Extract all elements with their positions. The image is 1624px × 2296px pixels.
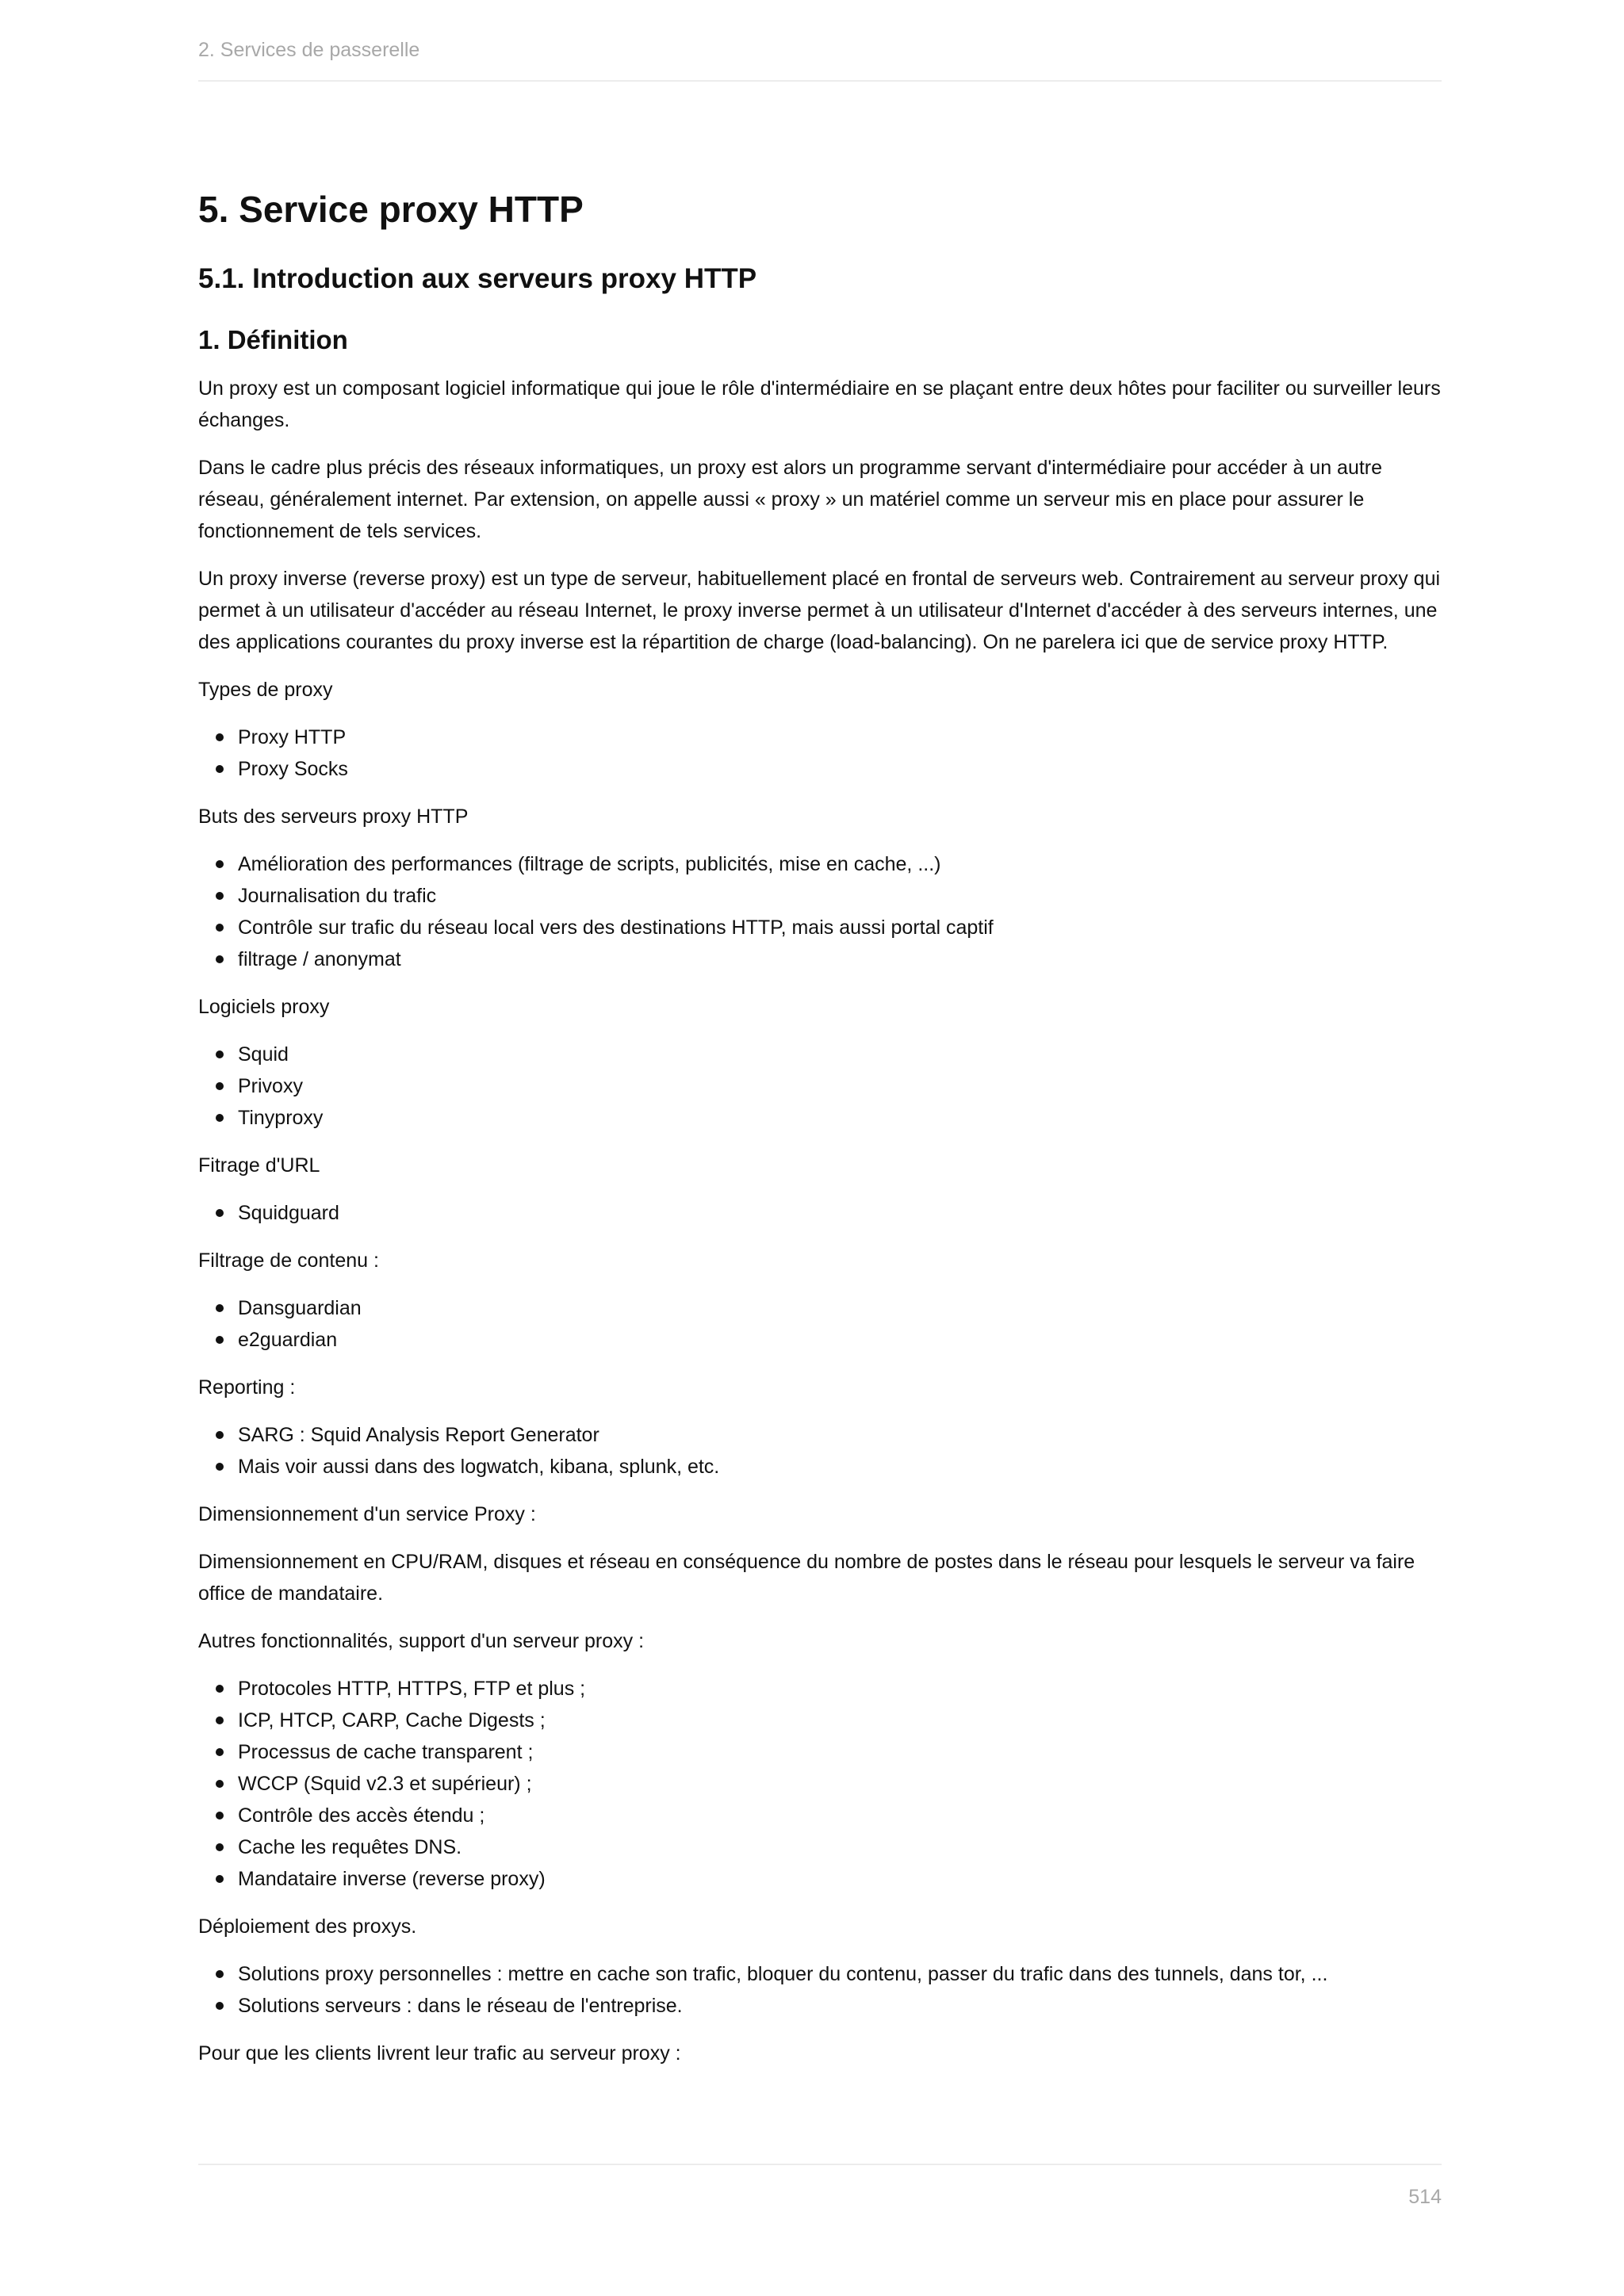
list-item-text: Journalisation du trafic [238, 885, 437, 907]
bullet-icon [216, 733, 224, 741]
sizing-text: Dimensionnement en CPU/RAM, disques et réseau en conséquence du nombre de postes dans le réseau pour lesquels le serveur va faire office de mandataire. [198, 1551, 1415, 1605]
bullet-icon [216, 1716, 224, 1724]
bullet-icon [216, 1843, 224, 1851]
software-list [198, 1039, 1442, 1134]
list-item-text: filtrage / anonymat [238, 948, 401, 970]
list-item [238, 721, 1442, 753]
list-item-text: WCCP (Squid v2.3 et supérieur) ; [238, 1773, 532, 1795]
bullet-icon [216, 1050, 224, 1058]
list-item-text: Solutions proxy personnelles : mettre en cache son trafic, bloquer du contenu, passer du trafic dans des tunnels, dans tor, ... [238, 1963, 1328, 1985]
bullet-icon [216, 1304, 224, 1312]
deployment-list [198, 1958, 1442, 2022]
list-item-text: Contrôle sur trafic du réseau local vers des destinations HTTP, mais aussi portal captif [238, 916, 994, 939]
list-item [238, 1958, 1442, 1990]
bullet-icon [216, 1209, 224, 1217]
paragraph-network-context: Dans le cadre plus précis des réseaux informatiques, un proxy est alors un programme servant d'intermédiaire pour accéder à un autre réseau, généralement internet. Par extension, on appelle aussi « proxy » un matériel comme un serveur mis en place pour assurer le fonctionnement de tels services. [198, 457, 1383, 542]
list-item [238, 1673, 1442, 1705]
list-item [238, 1102, 1442, 1134]
list-item [238, 848, 1442, 880]
bullet-icon [216, 924, 224, 932]
list-item-text: Proxy Socks [238, 758, 348, 780]
page-footer [198, 2164, 1442, 2227]
list-item-text: SARG : Squid Analysis Report Generator [238, 1424, 599, 1446]
list-item [238, 1863, 1442, 1895]
bullet-icon [216, 1336, 224, 1344]
list-item-text: Contrôle des accès étendu ; [238, 1804, 485, 1827]
list-item [238, 1039, 1442, 1070]
bullet-icon [216, 1970, 224, 1978]
reporting-label: Reporting : [198, 1376, 296, 1399]
list-item-text: Privoxy [238, 1075, 303, 1097]
bullet-icon [216, 892, 224, 900]
closing-text: Pour que les clients livrent leur trafic au serveur proxy : [198, 2042, 681, 2064]
list-item [238, 1070, 1442, 1102]
bullet-icon [216, 1748, 224, 1756]
list-item-text: Protocoles HTTP, HTTPS, FTP et plus ; [238, 1678, 586, 1700]
list-item-text: Proxy HTTP [238, 726, 347, 748]
list-item-text: Dansguardian [238, 1297, 362, 1319]
page-number: 514 [1408, 2186, 1442, 2208]
list-item-text: Amélioration des performances (filtrage de scripts, publicités, mise en cache, ...) [238, 853, 941, 875]
chapter-title: 5. Service proxy HTTP [198, 189, 584, 230]
running-title: 2. Services de passerelle [198, 39, 420, 61]
bullet-icon [216, 1463, 224, 1471]
bullet-icon [216, 1114, 224, 1122]
list-item-text: Tinyproxy [238, 1107, 324, 1129]
list-item [238, 943, 1442, 975]
list-item [238, 1831, 1442, 1863]
content-filter-label: Filtrage de contenu : [198, 1249, 379, 1272]
bullet-icon [216, 1875, 224, 1883]
list-item [238, 1990, 1442, 2022]
goals-list [198, 848, 1442, 975]
content-filter-list [198, 1292, 1442, 1356]
list-item [238, 1800, 1442, 1831]
list-item-text: Processus de cache transparent ; [238, 1741, 534, 1763]
bullet-icon [216, 765, 224, 773]
document-body [198, 187, 1442, 2085]
list-item [238, 880, 1442, 912]
list-item [238, 1197, 1442, 1229]
bullet-icon [216, 1431, 224, 1439]
subsection-title: 1. Définition [198, 325, 348, 354]
list-item [238, 1292, 1442, 1324]
bullet-icon [216, 1812, 224, 1820]
sizing-label: Dimensionnement d'un service Proxy : [198, 1503, 536, 1525]
paragraph-proxy-definition: Un proxy est un composant logiciel informatique qui joue le rôle d'intermédiaire en se plaçant entre deux hôtes pour faciliter ou surveiller leurs échanges. [198, 377, 1441, 431]
bullet-icon [216, 2002, 224, 2010]
url-filter-list [198, 1197, 1442, 1229]
list-item-text: e2guardian [238, 1329, 338, 1351]
goals-label: Buts des serveurs proxy HTTP [198, 806, 469, 828]
paragraph-reverse-proxy: Un proxy inverse (reverse proxy) est un type de serveur, habituellement placé en frontal de serveurs web. Contrairement au serveur proxy qui permet à un utilisateur d'accéder au réseau Internet, le proxy inverse permet à un utilisateur d'Internet d'accéder à des serveurs internes, une des applications courantes du proxy inverse est la répartition de charge (load-balancing). On ne parelera ici que de service proxy HTTP. [198, 568, 1441, 653]
features-list [198, 1673, 1442, 1895]
types-list [198, 721, 1442, 785]
list-item [238, 753, 1442, 785]
list-item-text: Cache les requêtes DNS. [238, 1836, 462, 1858]
list-item-text: Squidguard [238, 1202, 339, 1224]
bullet-icon [216, 1082, 224, 1090]
features-label: Autres fonctionnalités, support d'un serveur proxy : [198, 1630, 645, 1652]
section-title: 5.1. Introduction aux serveurs proxy HTTP [198, 263, 757, 294]
bullet-icon [216, 1780, 224, 1788]
types-label: Types de proxy [198, 679, 333, 701]
bullet-icon [216, 860, 224, 868]
reporting-list [198, 1419, 1442, 1483]
bullet-icon [216, 1685, 224, 1693]
list-item [238, 912, 1442, 943]
list-item [238, 1736, 1442, 1768]
page-header [198, 36, 1442, 82]
bullet-icon [216, 955, 224, 963]
list-item [238, 1705, 1442, 1736]
list-item-text: ICP, HTCP, CARP, Cache Digests ; [238, 1709, 546, 1732]
software-label: Logiciels proxy [198, 996, 330, 1018]
list-item [238, 1768, 1442, 1800]
list-item-text: Solutions serveurs : dans le réseau de l'entreprise. [238, 1995, 683, 2017]
list-item [238, 1324, 1442, 1356]
list-item-text: Squid [238, 1043, 289, 1066]
list-item [238, 1451, 1442, 1483]
list-item [238, 1419, 1442, 1451]
url-filter-label: Fitrage d'URL [198, 1154, 320, 1177]
deployment-label: Déploiement des proxys. [198, 1915, 417, 1938]
list-item-text: Mandataire inverse (reverse proxy) [238, 1868, 546, 1890]
list-item-text: Mais voir aussi dans des logwatch, kibana, splunk, etc. [238, 1456, 720, 1478]
